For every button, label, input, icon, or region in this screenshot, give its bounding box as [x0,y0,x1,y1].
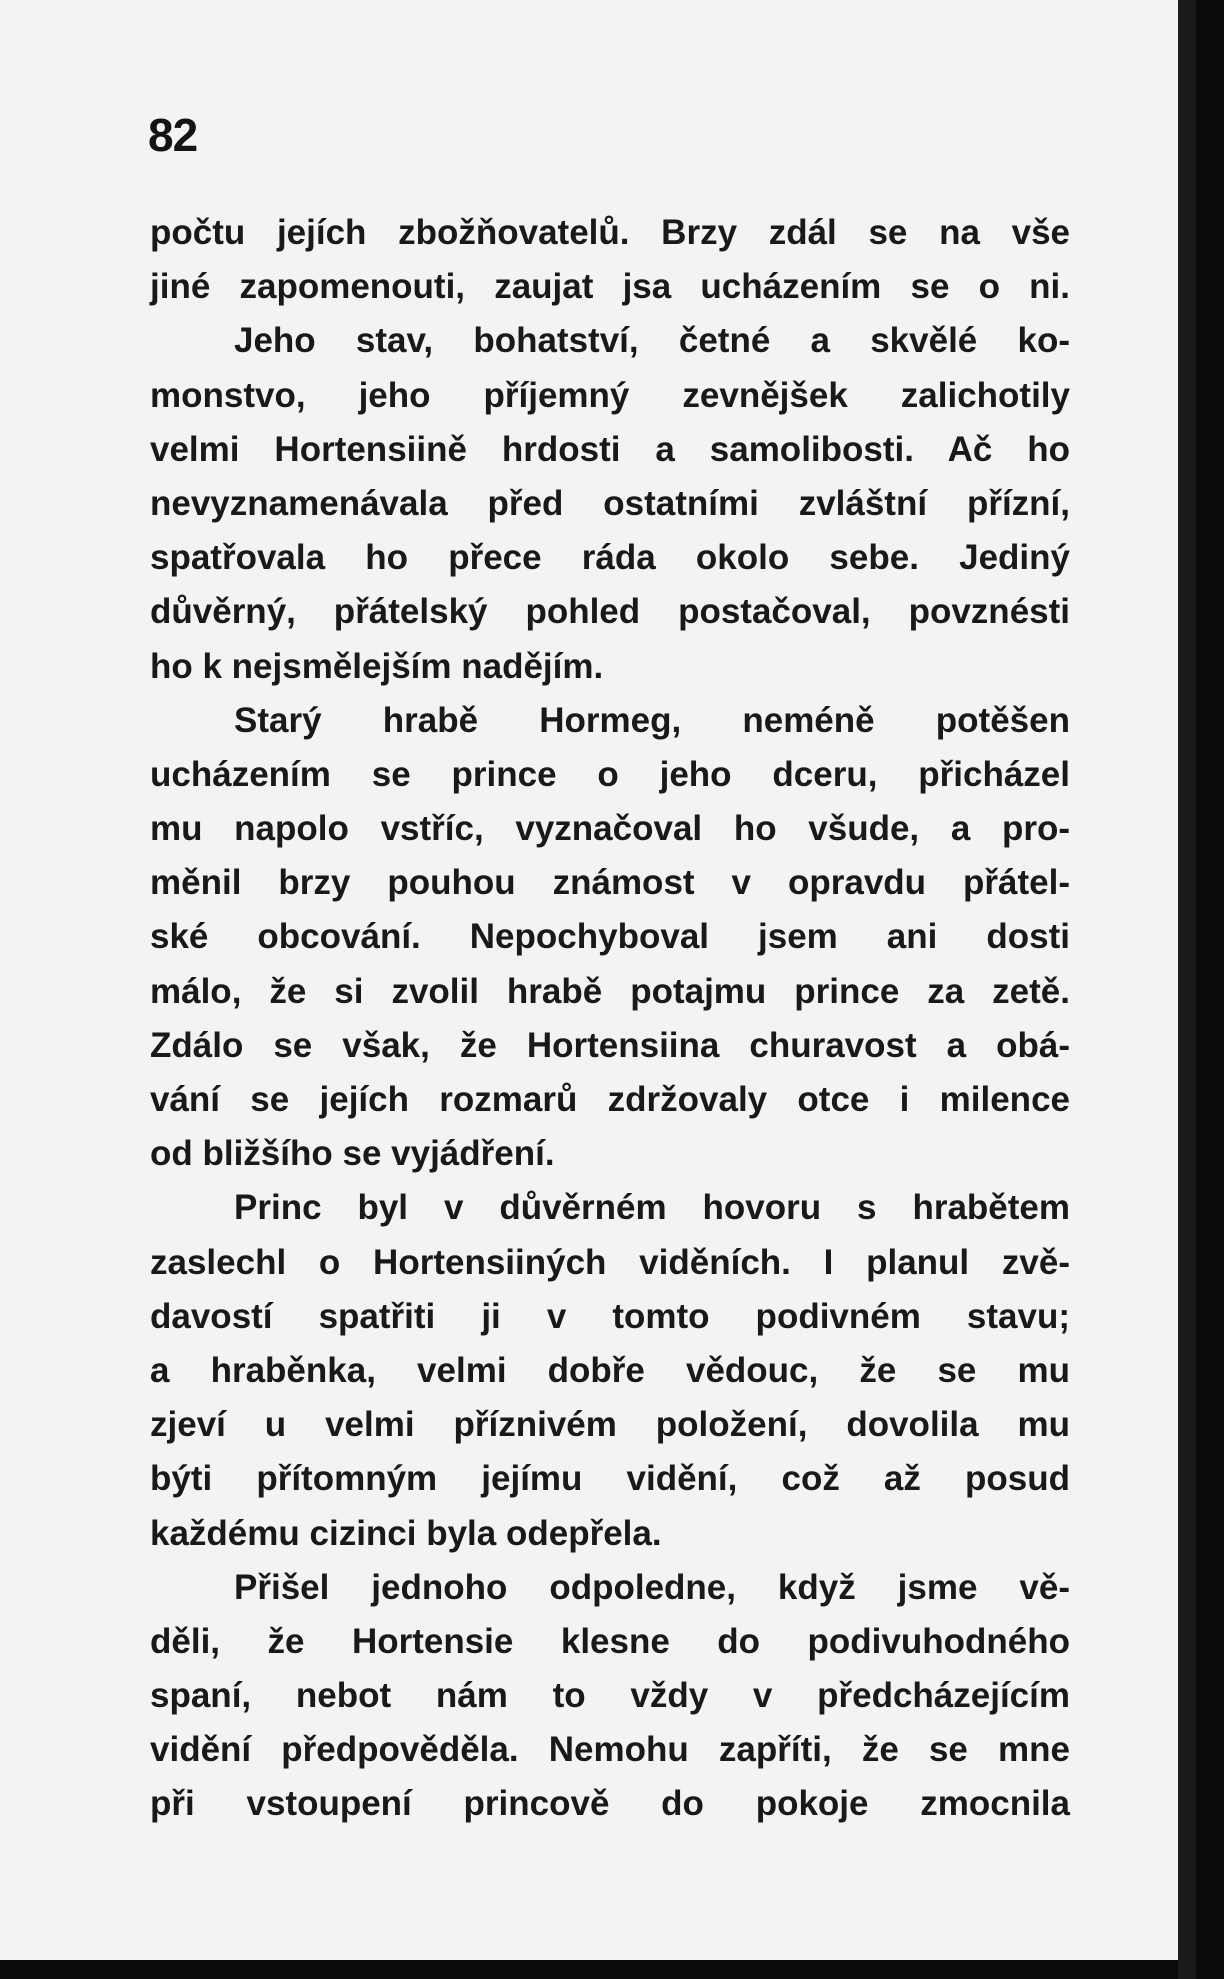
text-line: každému cizinci byla odepřela. [150,1513,662,1553]
text-line: monstvo, jeho příjemný zevnějšek zalichotily [150,375,1070,415]
text-line: ucházením se prince o jeho dceru, přicházel [150,754,1070,794]
text-line: zjeví u velmi příznivém položení, dovolila mu [150,1405,1070,1445]
page-number: 82 [148,109,198,161]
text-line: a hraběnka, velmi dobře vědouc, že se mu [150,1350,1070,1390]
text-line: Jeho stav, bohatství, četné a skvělé ko- [234,321,1070,361]
text-line: Zdálo se však, že Hortensiina churavost a obá- [150,1025,1070,1065]
text-line: ho k nejsmělejším nadějím. [150,646,604,686]
text-line: od bližšího se vyjádření. [150,1134,555,1174]
text-line: měnil brzy pouhou známost v opravdu přátel- [150,863,1070,903]
text-line: Princ byl v důvěrném hovoru s hrabětem [234,1188,1070,1228]
text-line: počtu jejích zbožňovatelů. Brzy zdál se na vše [150,213,1070,252]
text-line: býti přítomným jejímu vidění, což až posud [150,1459,1070,1499]
text-line: málo, že si zvolil hrabě potajmu prince za zetě. [150,971,1070,1011]
text-line: vání se jejích rozmarů zdržovaly otce i milence [150,1080,1070,1119]
text-line: vidění předpověděla. Nemohu zapříti, že se mne [150,1730,1070,1770]
text-line: ské obcování. Nepochyboval jsem ani dosti [150,917,1070,957]
text-line: při vstoupení princově do pokoje zmocnila [150,1784,1070,1824]
text-line: spatřovala ho přece ráda okolo sebe. Jediný [150,538,1070,578]
text-line: Starý hrabě Hormeg, neméně potěšen [234,700,1070,740]
text-line: jiné zapomenouti, zaujat jsa ucházením se o ni. [150,267,1070,307]
text-line: velmi Hortensiině hrdosti a samolibosti. Ač ho [150,429,1070,469]
text-line: zaslechl o Hortensiiných viděních. I planul zvě- [150,1242,1070,1282]
text-line: Přišel jednoho odpoledne, když jsme vě- [234,1567,1070,1607]
text-line: spaní, nebot nám to vždy v předcházejícím [150,1676,1070,1716]
body-text [150,206,1070,1832]
page-edge [1178,0,1196,1979]
text-line: nevyznamenávala před ostatními zvláštní přízní, [150,483,1070,523]
text-line: děli, že Hortensie klesne do podivuhodného [150,1621,1070,1661]
text-line: davostí spatřiti ji v tomto podivném stavu; [150,1296,1070,1336]
text-line: důvěrný, přátelský pohled postačoval, povznésti [150,592,1070,632]
text-line: mu napolo vstříc, vyznačoval ho všude, a pro- [150,809,1070,849]
